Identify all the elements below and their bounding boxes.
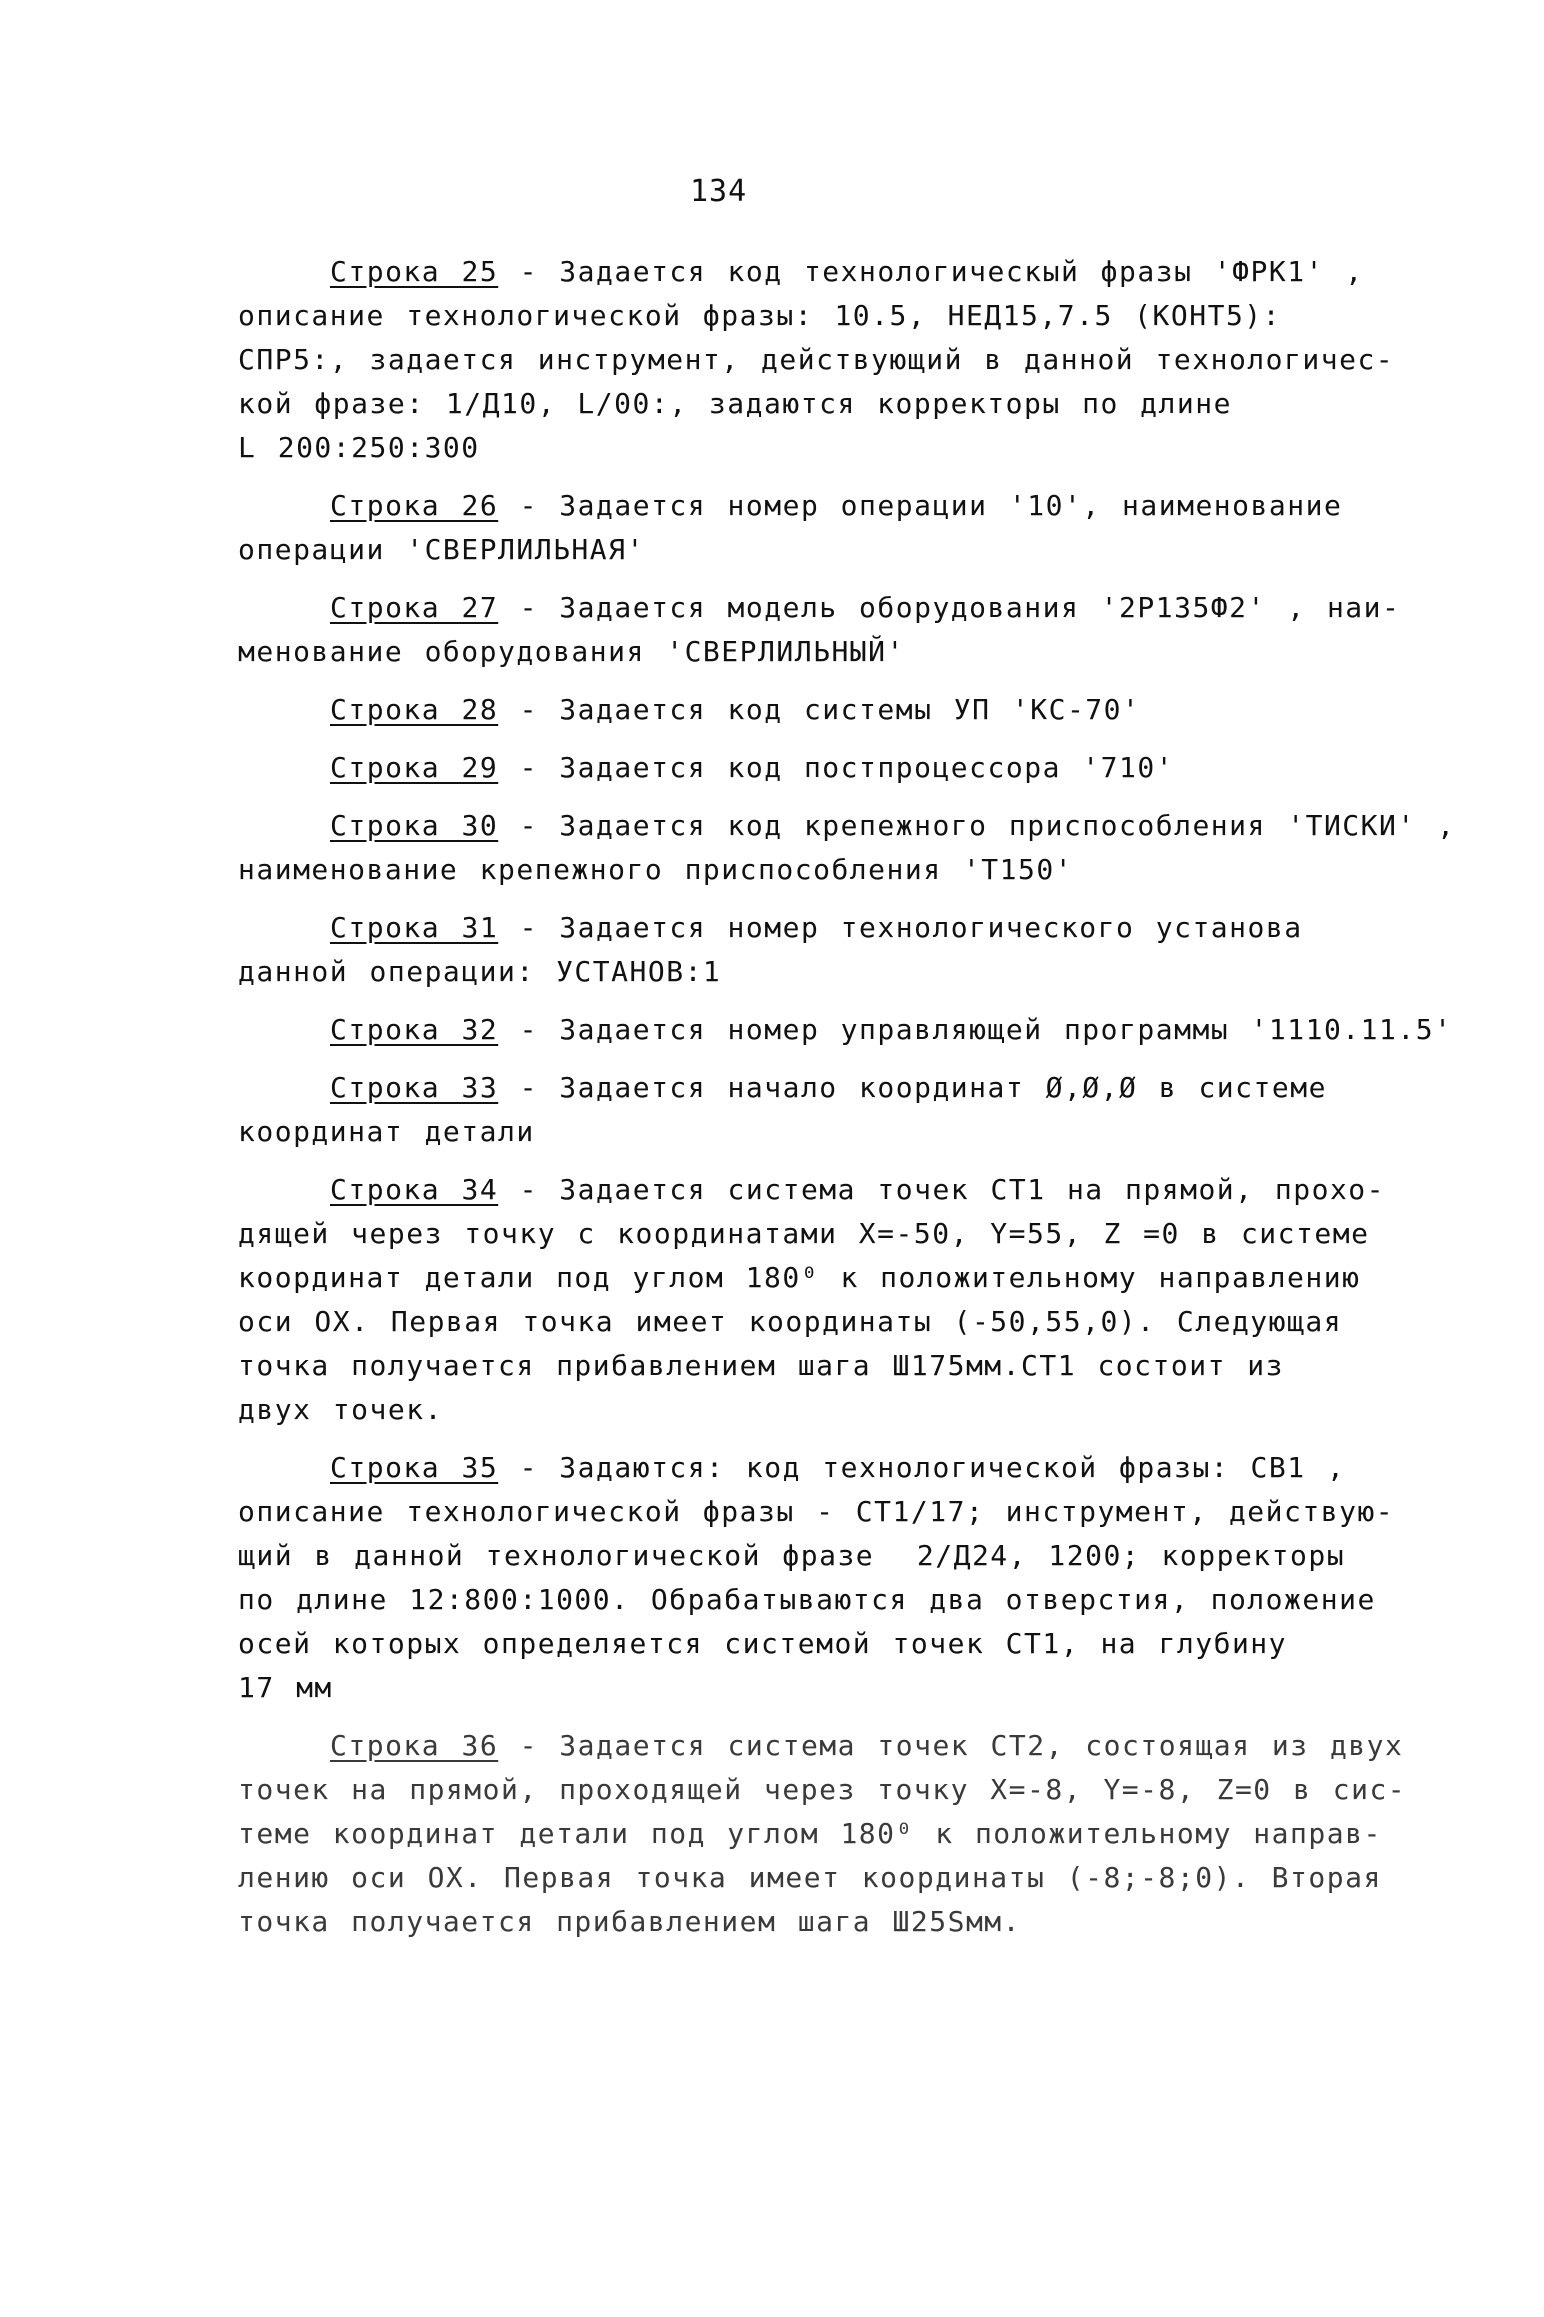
text-line (238, 1256, 1398, 1300)
line-text: по длине 12:800:1000. Обрабатываются два отверстия, положение (238, 1583, 1376, 1616)
line-text: точек на прямой, проходящей через точку X=-8, Y=-8, Z=0 в сис- (238, 1773, 1407, 1806)
line-text: 17 мм (238, 1671, 333, 1704)
line-text: данной операции: УСТАНОВ:1 (238, 955, 722, 988)
text-line (238, 1768, 1407, 1812)
text-line (238, 1622, 1398, 1666)
line-text: - Задаются: код технологической фразы: СВ1 , (498, 1451, 1346, 1484)
line-text: осей которых определяется системой точек СТ1, на глубину (238, 1627, 1288, 1660)
row-label: Строка 25 (330, 255, 499, 288)
line-text: точка получается прибавлением шага Ш175мм.СТ1 состоит из (238, 1349, 1285, 1382)
text-line (238, 1344, 1398, 1388)
line-text: дящей через точку с координатами X=-50, Y=55, Z =0 в системе (238, 1217, 1370, 1250)
document-body (238, 250, 1456, 1958)
line-text: точка получается прибавлением шага Ш25Ѕмм. (238, 1905, 1022, 1938)
paragraph (238, 484, 1398, 572)
line-text: - Задается код системы УП 'КС-70' (498, 693, 1141, 726)
line-text: координат детали (238, 1115, 535, 1148)
text-line (238, 1812, 1398, 1856)
line-text: - Задается код технологическый фразы 'ФРК1' , (498, 255, 1364, 288)
text-line (238, 426, 1398, 470)
paragraph (238, 688, 1398, 732)
text-line (238, 1300, 1398, 1344)
paragraph (238, 250, 1398, 470)
text-line (238, 804, 1456, 848)
text-line (238, 1008, 1453, 1052)
line-text: щий в данной технологической фразе 2/Д24, 1200; корректоры (238, 1539, 1346, 1572)
line-text: лению оси ОХ. Первая точка имеет координаты (-8;-8;0). Вторая (238, 1861, 1382, 1894)
text-line (238, 1490, 1398, 1534)
line-text: - Задается номер технологического установа (498, 911, 1303, 944)
text-line (238, 848, 1398, 892)
row-label: Строка 32 (330, 1013, 499, 1046)
row-label: Строка 26 (330, 489, 499, 522)
text-line (238, 1666, 1398, 1710)
text-line (238, 1856, 1398, 1900)
paragraph (238, 1724, 1407, 1944)
text-line (238, 1066, 1398, 1110)
row-label: Строка 28 (330, 693, 499, 726)
paragraph (238, 586, 1401, 674)
line-text: менование оборудования 'СВЕРЛИЛЬНЫЙ' (238, 635, 905, 668)
paragraph (238, 906, 1398, 994)
text-line (238, 906, 1398, 950)
text-line (238, 630, 1398, 674)
line-text: - Задается номер управляющей программы '1110.11.5' (498, 1013, 1453, 1046)
text-line (238, 1900, 1398, 1944)
text-line (238, 1110, 1398, 1154)
text-line (238, 250, 1398, 294)
row-label: Строка 33 (330, 1071, 499, 1104)
paragraph (238, 1446, 1398, 1710)
line-text: описание технологической фразы: 10.5, НЕД15,7.5 (КОНТ5): (238, 299, 1282, 332)
page-number: 134 (690, 174, 748, 209)
paragraph (238, 1168, 1398, 1432)
row-label: Строка 31 (330, 911, 499, 944)
text-line (238, 528, 1398, 572)
line-text: - Задается код постпроцессора '710' (498, 751, 1175, 784)
line-text: двух точек. (238, 1393, 443, 1426)
paragraph (238, 804, 1456, 892)
line-text: L 200:250:300 (238, 431, 480, 464)
line-text: - Задается начало координат Ø,Ø,Ø в системе (498, 1071, 1327, 1104)
text-line (238, 746, 1398, 790)
line-text: СПР5:, задается инструмент, действующий в данной технологичес- (238, 343, 1395, 376)
row-label: Строка 30 (330, 809, 499, 842)
line-text: операции 'СВЕРЛИЛЬНАЯ' (238, 533, 645, 566)
line-text: теме координат детали под углом 180⁰ к положительному направ- (238, 1817, 1382, 1850)
text-line (238, 338, 1398, 382)
text-line (238, 382, 1398, 426)
line-text: оси ОХ. Первая точка имеет координаты (-50,55,0). Следующая (238, 1305, 1343, 1338)
paragraph (238, 1008, 1453, 1052)
paragraph (238, 1066, 1398, 1154)
text-line (238, 1724, 1404, 1768)
row-label: Строка 36 (330, 1729, 499, 1762)
line-text: описание технологической фразы - СТ1/17; инструмент, действую- (238, 1495, 1395, 1528)
line-text: - Задается система точек СТ2, состоящая из двух (498, 1729, 1404, 1762)
row-label: Строка 34 (330, 1173, 499, 1206)
paragraph (238, 746, 1398, 790)
text-line (238, 688, 1398, 732)
line-text: - Задается система точек СТ1 на прямой, прохо- (498, 1173, 1386, 1206)
text-line (238, 950, 1398, 994)
line-text: - Задается номер операции '10', наименование (498, 489, 1343, 522)
text-line (238, 1388, 1398, 1432)
row-label: Строка 27 (330, 591, 499, 624)
row-label: Строка 29 (330, 751, 499, 784)
row-label: Строка 35 (330, 1451, 499, 1484)
text-line (238, 1446, 1398, 1490)
line-text: кой фразе: 1/Д10, L/00:, задаются корректоры по длине (238, 387, 1232, 420)
text-line (238, 1168, 1398, 1212)
text-line (238, 484, 1398, 528)
text-line (238, 1534, 1398, 1578)
line-text: координат детали под углом 180⁰ к положительному направлению (238, 1261, 1361, 1294)
line-text: наименование крепежного приспособления 'Т150' (238, 853, 1074, 886)
line-text: - Задается код крепежного приспособления 'ТИСКИ' , (498, 809, 1456, 842)
text-line (238, 294, 1398, 338)
line-text: - Задается модель оборудования '2Р135Ф2' , наи- (498, 591, 1401, 624)
text-line (238, 1578, 1398, 1622)
text-line (238, 1212, 1398, 1256)
text-line (238, 586, 1401, 630)
